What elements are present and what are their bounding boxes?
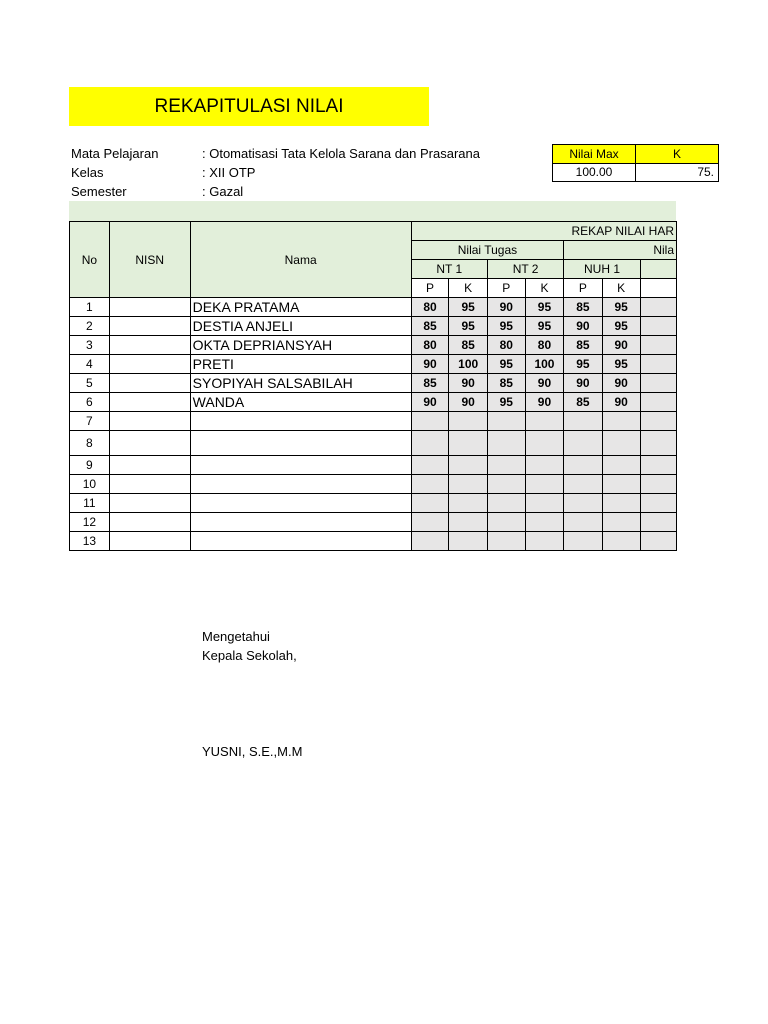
score-cell[interactable] [449, 532, 488, 551]
score-cell[interactable]: 85 [487, 374, 525, 393]
col-nisn-header: NISN [109, 222, 190, 298]
score-cell[interactable] [487, 431, 525, 456]
col-nama-header: Nama [190, 222, 411, 298]
score-cell[interactable] [525, 494, 564, 513]
score-cell-next[interactable] [640, 355, 676, 374]
grade-table-viewport [69, 221, 677, 554]
score-cell[interactable] [487, 513, 525, 532]
table-row [70, 393, 677, 412]
score-cell[interactable] [564, 475, 602, 494]
row-no-cell: 3 [70, 336, 110, 355]
score-cell[interactable] [487, 494, 525, 513]
row-no-cell: 8 [70, 431, 110, 456]
table-row [70, 494, 677, 513]
score-cell[interactable]: 80 [411, 298, 449, 317]
mapel-value: : Otomatisasi Tata Kelola Sarana dan Prasarana [202, 146, 480, 161]
row-nisn-cell[interactable] [109, 412, 190, 431]
row-nisn-cell[interactable] [109, 374, 190, 393]
row-nama-cell[interactable] [190, 532, 411, 551]
row-nisn-cell[interactable] [109, 532, 190, 551]
score-cell[interactable] [411, 494, 449, 513]
score-cell[interactable]: 95 [487, 317, 525, 336]
info-block [71, 144, 480, 201]
score-cell[interactable]: 90 [602, 393, 640, 412]
score-cell[interactable]: 90 [411, 355, 449, 374]
row-nama-cell[interactable]: SYOPIYAH SALSABILAH [190, 374, 411, 393]
table-row [70, 456, 677, 475]
score-cell-next[interactable] [640, 317, 676, 336]
rekap-header: REKAP NILAI HAR [411, 222, 676, 241]
row-no-cell: 7 [70, 412, 110, 431]
kelas-value: : XII OTP [202, 165, 256, 180]
signature-line1: Mengetahui [202, 629, 270, 644]
row-nama-cell[interactable]: PRETI [190, 355, 411, 374]
score-cell[interactable]: 90 [449, 393, 488, 412]
row-nama-cell[interactable]: OKTA DEPRIANSYAH [190, 336, 411, 355]
table-row [70, 412, 677, 431]
row-nama-cell[interactable] [190, 475, 411, 494]
score-cell[interactable] [449, 412, 488, 431]
sub-nt1-header: NT 1 [411, 260, 487, 279]
score-cell[interactable]: 90 [449, 374, 488, 393]
score-cell[interactable]: 95 [602, 298, 640, 317]
score-cell[interactable]: 95 [449, 317, 488, 336]
score-cell-next[interactable] [640, 456, 676, 475]
row-nama-cell[interactable] [190, 412, 411, 431]
row-no-cell: 5 [70, 374, 110, 393]
score-cell[interactable]: 90 [487, 298, 525, 317]
group-tugas-header: Nilai Tugas [411, 241, 564, 260]
signature-line2: Kepala Sekolah, [202, 648, 297, 663]
score-cell[interactable] [602, 475, 640, 494]
row-nisn-cell[interactable] [109, 456, 190, 475]
score-cell[interactable]: 100 [525, 355, 564, 374]
score-cell[interactable]: 85 [564, 298, 602, 317]
row-no-cell: 10 [70, 475, 110, 494]
col-p-header: P [564, 279, 602, 298]
score-cell-next[interactable] [640, 336, 676, 355]
score-cell[interactable]: 85 [411, 374, 449, 393]
col-p-header: P [487, 279, 525, 298]
table-row [70, 475, 677, 494]
mapel-label: Mata Pelajaran [71, 146, 159, 161]
score-cell[interactable] [487, 456, 525, 475]
score-cell[interactable]: 90 [525, 393, 564, 412]
score-cell-next[interactable] [640, 374, 676, 393]
row-nama-cell[interactable] [190, 456, 411, 475]
score-cell-next[interactable] [640, 393, 676, 412]
score-cell[interactable] [487, 532, 525, 551]
score-cell[interactable]: 95 [487, 355, 525, 374]
score-cell[interactable] [564, 456, 602, 475]
sub-nuh1-header: NUH 1 [564, 260, 641, 279]
row-no-cell: 9 [70, 456, 110, 475]
row-no-cell: 11 [70, 494, 110, 513]
group-ulangan-header: Nila [564, 241, 677, 260]
sub-nt2-header: NT 2 [487, 260, 563, 279]
row-nama-cell[interactable]: WANDA [190, 393, 411, 412]
row-no-cell: 12 [70, 513, 110, 532]
score-cell[interactable] [487, 475, 525, 494]
col-no-header: No [70, 222, 110, 298]
row-nama-cell[interactable]: DEKA PRATAMA [190, 298, 411, 317]
col-k-header: K [525, 279, 564, 298]
score-cell-next[interactable] [640, 298, 676, 317]
row-no-cell: 1 [70, 298, 110, 317]
score-cell[interactable] [525, 412, 564, 431]
score-cell[interactable]: 95 [525, 317, 564, 336]
score-cell[interactable] [411, 475, 449, 494]
table-row [70, 374, 677, 393]
row-no-cell: 13 [70, 532, 110, 551]
score-cell[interactable]: 90 [602, 336, 640, 355]
score-cell[interactable] [564, 513, 602, 532]
score-cell[interactable] [564, 532, 602, 551]
col-next-header [640, 279, 676, 298]
score-cell[interactable] [602, 494, 640, 513]
score-cell[interactable] [564, 412, 602, 431]
score-cell-next[interactable] [640, 412, 676, 431]
score-cell[interactable] [602, 513, 640, 532]
grade-table [69, 221, 677, 551]
row-nisn-cell[interactable] [109, 393, 190, 412]
score-cell[interactable] [411, 431, 449, 456]
row-nama-cell[interactable] [190, 431, 411, 456]
score-cell[interactable] [525, 475, 564, 494]
nilai-max-box [552, 144, 719, 182]
semester-value: : Gazal [202, 184, 244, 199]
score-cell[interactable]: 85 [411, 317, 449, 336]
score-cell[interactable] [411, 456, 449, 475]
table-row [70, 513, 677, 532]
score-cell-next[interactable] [640, 494, 676, 513]
row-nisn-cell[interactable] [109, 336, 190, 355]
score-cell[interactable] [449, 431, 488, 456]
score-cell[interactable]: 90 [564, 317, 602, 336]
row-nisn-cell[interactable] [109, 431, 190, 456]
score-cell[interactable] [525, 513, 564, 532]
row-nisn-cell[interactable] [109, 475, 190, 494]
score-cell[interactable] [564, 494, 602, 513]
score-cell-next[interactable] [640, 532, 676, 551]
row-nisn-cell[interactable] [109, 494, 190, 513]
row-no-cell: 4 [70, 355, 110, 374]
score-cell[interactable]: 100 [449, 355, 488, 374]
row-nama-cell[interactable] [190, 494, 411, 513]
score-cell[interactable] [449, 494, 488, 513]
table-row [70, 431, 677, 456]
row-nama-cell[interactable] [190, 513, 411, 532]
score-cell-next[interactable] [640, 513, 676, 532]
score-cell[interactable] [602, 412, 640, 431]
table-row [70, 298, 677, 317]
score-cell[interactable] [449, 513, 488, 532]
row-no-cell: 2 [70, 317, 110, 336]
row-no-cell: 6 [70, 393, 110, 412]
col-p-header: P [411, 279, 449, 298]
score-cell[interactable] [525, 456, 564, 475]
score-cell[interactable]: 85 [449, 336, 488, 355]
semester-label: Semester [71, 184, 127, 199]
score-cell[interactable]: 95 [602, 317, 640, 336]
table-row [70, 355, 677, 374]
score-cell[interactable] [525, 431, 564, 456]
score-cell[interactable] [411, 513, 449, 532]
score-cell[interactable] [411, 412, 449, 431]
score-cell[interactable]: 80 [411, 336, 449, 355]
score-cell[interactable]: 95 [487, 393, 525, 412]
header-band [69, 201, 676, 221]
score-cell[interactable] [602, 456, 640, 475]
score-cell[interactable] [487, 412, 525, 431]
score-cell[interactable]: 95 [449, 298, 488, 317]
score-cell[interactable] [525, 532, 564, 551]
score-cell[interactable]: 80 [525, 336, 564, 355]
score-cell[interactable] [449, 456, 488, 475]
table-row [70, 532, 677, 551]
score-cell[interactable]: 95 [564, 355, 602, 374]
kkm-label: K [636, 145, 719, 164]
kkm-value: 75. [636, 163, 719, 182]
score-cell[interactable] [449, 475, 488, 494]
score-cell[interactable] [564, 431, 602, 456]
score-cell[interactable]: 80 [487, 336, 525, 355]
table-row [70, 336, 677, 355]
row-nama-cell[interactable]: DESTIA ANJELI [190, 317, 411, 336]
kelas-label: Kelas [71, 165, 104, 180]
nilai-max-value: 100.00 [553, 163, 636, 182]
score-cell[interactable]: 85 [564, 336, 602, 355]
sheet-title: REKAPITULASI NILAI [69, 87, 429, 126]
score-cell[interactable]: 90 [525, 374, 564, 393]
row-nisn-cell[interactable] [109, 298, 190, 317]
score-cell[interactable]: 85 [564, 393, 602, 412]
table-row [70, 317, 677, 336]
score-cell[interactable]: 95 [525, 298, 564, 317]
row-nisn-cell[interactable] [109, 513, 190, 532]
score-cell[interactable] [411, 532, 449, 551]
score-cell[interactable]: 90 [602, 374, 640, 393]
score-cell-next[interactable] [640, 475, 676, 494]
nilai-max-label: Nilai Max [553, 145, 636, 164]
col-k-header: K [602, 279, 640, 298]
score-cell[interactable]: 95 [602, 355, 640, 374]
row-nisn-cell[interactable] [109, 317, 190, 336]
signature-name: YUSNI, S.E.,M.M [202, 744, 303, 759]
col-k-header: K [449, 279, 488, 298]
sub-next-header [640, 260, 676, 279]
score-cell[interactable] [602, 431, 640, 456]
score-cell[interactable]: 90 [411, 393, 449, 412]
score-cell-next[interactable] [640, 431, 676, 456]
score-cell[interactable] [602, 532, 640, 551]
score-cell[interactable]: 90 [564, 374, 602, 393]
row-nisn-cell[interactable] [109, 355, 190, 374]
